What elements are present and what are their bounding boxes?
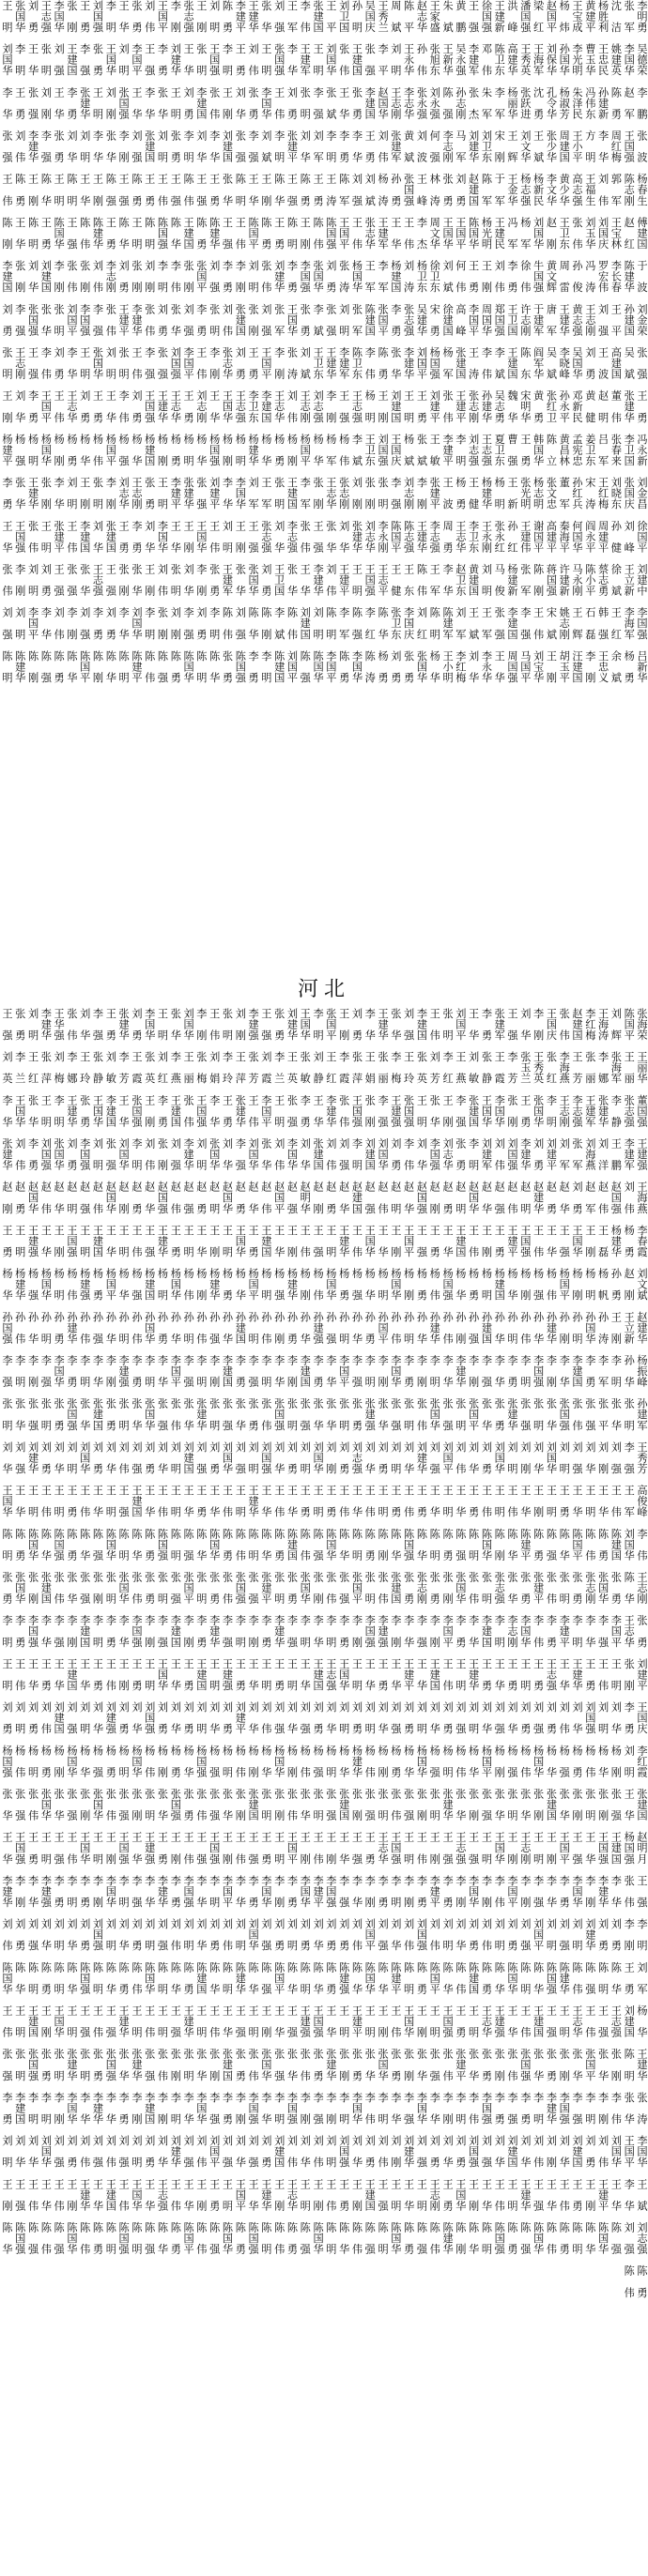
name-column: 张 刚 王建国 李 勇 刘 华 陈 明 王 强 张 伟 刘国平 李 华 王志华 杨 勇 刘 明 王 伟 张 强 李 刚 陈 华 [65, 0, 78, 683]
name-column: 王 勇 刘 敏 李建国 张 强 赵国华 王 华 杨国平 孙 华 李 刚 张 勇 刘 华 王 明 陈国华 张 明 李 勇 王 伟 刘建强 杨 勇 张 伟 王 刚 李国华 刘 明 陈 华 王 强 张国强 李 华 刘 伟 王建国 陈 明 [104, 1008, 117, 2255]
name-column: 杨胜利 王忠民 孙建新 李 华 刘 伟 刘国庆 罗宏伟 刘 强 王 波 赵 明 吕 军 王红梅 周建平 蔡志勇 韩 强 王忠义 [596, 0, 609, 683]
region-title-hebei: 河北 [297, 978, 350, 1001]
name-column: 王 强 刘 霞 李国平 张 华 赵 伟 王建国 杨 明 孙 伟 李 明 张 伟 刘国强 王 华 陈 华 张建平 李 勇 王 明 刘 伟 杨 华 张 明 王 勇 李国华 刘 强 陈 强 王 刚 张国华 李 华 刘 勇 王建华 陈 明 [259, 1008, 272, 2255]
name-column: 黄建平 曹玉华 冯伟东 方 明 王福生 刘玉华 冯 涛 王志刚 刘 勇 黄 健 姜卫东 宋 涛 阎永平 陈小平 石 磊 李 刚 [583, 0, 596, 683]
name-column: 李 刚 王秀英 张国华 刘 勇 赵建华 王 伟 杨 强 孙 华 李国强 张 明 刘 华 王 刚 陈 勇 张建平 李 伟 王 勇 刘 强 杨国华 张 刚 王 明 李 强 刘国平 陈 华 王建国 张 华 李 明 刘 伟 王 强 陈国华 [532, 1008, 545, 2255]
name-column: 潘国强 王秀英 张跃进 刘文华 杨志强 杨 军 徐 伟 许志刚 陈 东 宋明华 王 勇 张光明 王建伟 张 军 李 强 马国平 [518, 0, 532, 683]
name-column: 刘 勇 王 华 张 强 李建华 王 刚 陈 明 刘 华 张国强 王 强 李 勇 杨 明 王建华 张 伟 刘 明 李国平 陈 刚 [26, 0, 39, 683]
name-column: 王 平 刘国华 张 斌 李 明 王 涛 陈国强 刘 勇 张 强 王建华 李 刚 杨 军 王志华 张 华 刘 伟 陈 明 李国平 [324, 0, 337, 683]
name-column: 王 华 刘 敏 张建国 李 明 赵国华 王 伟 杨 勇 孙 强 李 刚 张国平 刘 华 王 勇 陈 明 张 伟 李 华 王建华 刘 明 杨 华 张 刚 王 强 李国华 刘 勇 陈建国 王 明 张 华 李 伟 刘国强 王 刚 陈 华 [467, 1008, 480, 2255]
name-column: 张 伟 李海燕 王志刚 刘 军 赵 华 王 强 杨国平 孙 刚 李 华 张国强 刘 明 王 勇 陈 华 张 明 李建平 王 华 刘 伟 杨 强 张 华 王国平 李 勇 刘 强 陈建华 王 明 张 刚 李国强 刘 华 王 伟 陈 勇 [558, 1008, 571, 2255]
name-column: 张 勇 李国平 王 华 刘 强 陈 勇 王 明 张 刚 李建华 王 伟 刘 勇 杨 华 王志刚 李 勇 张 华 刘国华 陈建平 [130, 0, 143, 683]
name-column: 刘 华 王 玲 张 勇 李国强 赵 强 王 明 杨建强 孙 伟 李 明 张 华 刘国华 王 伟 陈 华 张 强 李建国 王 华 刘 明 杨 华 张 刚 王国华 李 勇 刘 勇 陈国强 王 强 张 明 李 华 刘 伟 王建华 陈 伟 [78, 1008, 91, 2255]
name-column: 陈 勇 李 明 王 刚 刘建国 张 华 王 强 李 勇 刘 伟 张志华 王国华 杨 刚 李 华 刘 明 王建军 陈 伟 张 勇 [221, 0, 234, 683]
name-column: 李国华 刘 强 王 华 张 勇 王 明 陈国华 李 刚 张 明 刘 勇 王 伟 杨 刚 李 华 张建平 王 强 刘 伟 陈 勇 [53, 0, 66, 683]
name-column: 张 伟 李 娜 王建华 刘 勇 赵 明 王国强 杨 伟 孙建华 李 勇 张国强 刘 明 王 勇 陈 勇 张 华 李 刚 王建国 刘 强 杨国华 张 强 王 伟 李 明 刘 华 陈 华 王 明 张建华 李国华 刘 勇 王 刚 陈国华 [65, 1008, 78, 2255]
name-column: 张建华 李 芳 王 华 刘国华 赵 刚 王 明 杨 华 孙 明 李建强 张 明 刘 伟 王 强 陈 明 张国华 李 华 王 刚 刘 勇 杨 明 张 强 王国强 李 明 刘 华 陈 勇 王建华 张 华 李 勇 刘 强 王 伟 陈国强 [117, 1008, 131, 2255]
name-columns-top [0, 0, 648, 971]
name-column: 赵建国 王 芳 李志强 张 军 刘 勇 王国华 杨 刚 孙 明 李建国 张 伟 刘 强 王 华 陈国平 张 勇 李 明 王建华 刘 华 杨 勇 张 刚 王 强 李国华 刘 明 陈 伟 王志华 张 华 李 强 刘建国 王 勇 陈 明 [571, 1008, 584, 2255]
name-column: 李 刚 刘建华 王 明 张 勇 王 强 陈 华 李 伟 张 华 刘国强 王志华 杨 勇 李建平 王 华 张 明 刘 刚 陈 勇 [169, 0, 182, 683]
name-column: 张海荣 王丽华 董国强 王建强 王海燕 李春霞 刘文斌 赵建华 杨振峰 孙建军 王秀芳 高俊峰 李 伟 王志刚 张 勇 刘建平 王国庆 李红霞 张建国 赵明月 王 强 李 明 刘 军 杨 华 王建华 张 涛 李国华 王 斌 刘志强 陈 勇 [636, 1008, 648, 2298]
name-column: 王秀兰 李 平 赵国华 刘 伟 杨 涛 王建军 李 军 张国平 陈 勇 王 刚 刘国强 张 明 李永刚 王志平 陈 华 杨 勇 [377, 0, 390, 683]
name-column: 刘国强 张 勇 王 明 李 华 王 刚 陈建华 刘 伟 李 强 张国华 王 勇 杨 伟 张 明 刘 华 王志强 李 勇 陈 刚 [91, 0, 104, 683]
name-column: 王国平 李 勇 张 华 刘 明 王 伟 陈国强 李 明 刘 勇 张 强 王建华 杨 刚 王 明 李国华 刘 伟 张 刚 陈 强 [156, 0, 169, 683]
name-column: 李 华 王 娟 张 刚 刘建国 赵 强 王国华 杨 华 孙 勇 李 明 张建强 刘 华 王 伟 陈 勇 张 明 李国强 王 华 刘 明 杨 伟 张 强 王 勇 李 刚 刘国平 陈国华 王 明 张 华 李 伟 刘 勇 王建国 陈 强 [363, 1008, 377, 2255]
name-column: 朱 斌 王新华 陈 强 李志刚 张 勇 王国华 刘 斌 徐建国 杨 军 张 伟 李建平 王 波 周 勇 李 华 陈建军 王小明 [441, 0, 455, 683]
name-list-hebei-section [0, 1008, 648, 2576]
name-list-top-section [0, 0, 648, 971]
name-column: 王 华 刘 明 张国强 李 刚 王 强 陈 华 刘 勇 王建平 张 明 李 伟 杨 强 刘志华 王 勇 张 刚 李 华 陈 明 [117, 0, 131, 683]
name-column: 徐国强 邓 伟 朱 军 刘卫东 陈 军 杨光明 王 刚 周国华 李 伟 孙建华 王志强 杨建华 王永刚 刘 明 王 军 李永华 [480, 0, 493, 683]
name-column: 刘 刚 王 萍 张建华 李 强 赵 勇 王国华 杨 华 孙建国 李 勇 张 华 刘 强 王 明 陈 伟 张国强 李 明 王 勇 刘建平 杨 伟 张 刚 王 伟 李 华 刘 明 陈建华 王 强 张 勇 李 刚 刘 华 王国平 陈 勇 [234, 1008, 247, 2255]
name-column: 张建国 王 明 李 强 刘 军 王 勇 陈 伟 张国华 李 斌 王卫东 刘志强 杨 华 张 刚 王 强 李建华 刘 明 陈国华 [312, 0, 325, 683]
name-column: 王宝成 李光明 朱泽民 王小平 高志强 张 伟 孙 俊 黄志强 吴国华 邓新民 孟宪忠 孙红兵 何国华 马永刚 王 辉 汪建国 [571, 0, 584, 683]
name-column: 张 军 李国华 赵 军 王国强 陈志刚 赵 红 陈建华 孙建国 吴 斌 张建华 李卫国 张国庆 刘 峰 王立新 李海军 杨 勇 [623, 0, 636, 683]
name-column: 张 明 李 红 王 刚 刘志华 赵 勇 王 华 杨国强 孙 伟 李 华 张 强 刘国平 王 明 陈 勇 张 刚 李国平 王 伟 刘 勇 杨 明 张建华 王 强 李 勇 刘 明 陈 华 王国强 张 伟 李 刚 刘 华 王 勇 陈建华 [441, 1008, 455, 2255]
name-column: 李 刚 张 梅 王国强 刘 明 赵 勇 王 华 杨 刚 孙 伟 李 明 张建华 刘 强 王 勇 陈 华 张 明 李 勇 王建国 刘 明 杨国强 张 伟 王 强 李 华 刘 华 陈建国 王 明 张 华 李国华 刘 伟 王 刚 陈 伟 [194, 1008, 208, 2255]
name-column: 刘 辉 张海军 李 静 王 鹏 赵国强 杨建华 孙 勇 王 刚 李 明 张 华 刘 强 王 伟 陈建国 张 勇 李国平 王 明 刘 华 杨 刚 张 强 王建国 李 华 刘 勇 陈 华 王志强 张 刚 李 伟 刘国华 王 华 陈 强 [609, 1008, 623, 2255]
name-column: 王 明 刘国华 李 华 张 强 王 伟 陈 刚 李建国 刘 勇 张 明 王 刚 杨建平 李 勇 王 华 张 伟 刘 强 陈 明 [0, 0, 13, 683]
name-column: 王 伟 刘 芳 张 华 李国强 赵 刚 王 勇 杨 伟 孙建华 李 明 张国华 刘 强 王 华 陈 明 张 勇 李 刚 王建国 刘 华 杨 强 张 明 王 刚 李建平 刘 伟 陈国平 王 明 张 强 李 华 刘 勇 王志刚 陈 伟 [428, 1008, 441, 2255]
name-column: 刘卫国 张 伟 王 华 李 勇 陈 军 王国平 张 涛 刘 明 李建军 王 强 杨 伟 张志刚 刘 华 王建平 李 军 陈 勇 [337, 0, 350, 683]
name-column: 王志强 张 明 刘 刚 李 强 陈 华 王 勇 刘建国 张 华 李 伟 王国平 杨国华 张 刚 王 明 刘 勇 李 华 陈 强 [39, 0, 53, 683]
name-column: 沈 洁 姚建英 陈 勇 周红梅 郭 军 王宝林 李长春 王 平 高建国 董 伟 张春来 刘晓东 孙 健 徐 斌 王 红 余 斌 [609, 0, 623, 683]
name-column: 刘 明 王国强 张 伟 李 华 王 勇 陈建华 刘 强 张 明 李 刚 王 华 杨国强 刘建平 王 伟 张 勇 李 明 陈 华 [208, 0, 221, 683]
name-column: 刘 伟 王 强 李 华 张建国 王 勇 陈 明 刘 刚 张 伟 李 强 王国强 杨建国 张 勇 刘 华 王 刚 李 明 陈 伟 [143, 0, 156, 683]
name-column: 张 华 李 梅 王建强 刘 勇 赵 明 王 刚 杨国华 孙 伟 李国华 张 强 刘 明 王 勇 陈 华 张建国 李 刚 王 华 刘 强 杨 勇 张 伟 王国强 李 明 刘 华 陈建平 王 伟 张 勇 李 华 刘 刚 王 明 陈国华 [389, 1008, 402, 2255]
name-column: 王 强 李 芳 张 刚 刘国强 赵 伟 王建平 杨 华 孙 明 李 勇 张建华 刘 明 王 伟 陈 华 张 华 李志刚 王 勇 刘 华 杨 强 张 明 王 刚 李国平 刘 勇 陈国华 王 华 张 伟 李 强 刘建国 王 明 陈 勇 [506, 1008, 519, 2255]
name-column: 张 勇 李 兰 王国华 刘 伟 赵 勇 王 明 杨建华 孙 伟 李 明 张 华 刘 强 王 华 陈 勇 张国华 李 勇 王 伟 刘 明 杨 伟 张 强 王国强 李 刚 刘 勇 陈 华 王 明 张 明 李建国 刘 华 王 强 陈国强 [13, 1008, 26, 2255]
name-column: 张 明 李 玲 王 勇 刘 华 赵国华 王 明 杨 勇 孙 华 李建国 张 强 刘国华 王 伟 陈 勇 张 伟 李 强 王建强 刘 勇 杨 明 张 华 王 刚 李国平 刘 伟 陈 明 王 华 张建国 李 勇 刘 强 王 明 陈国华 [221, 1008, 234, 2255]
name-column: 王建华 刘 伟 张 勇 李 强 王 华 陈国平 刘 明 张 刚 王 勇 李卫东 杨建华 刘 军 王 强 张国华 陈 华 李 勇 [247, 0, 260, 683]
name-column: 王家盛 张旭东 刘永强 何 强 林 涛 周文华 徐卫东 宋 勇 杨国强 刘建平 王 敏 张建平 李志强 王 军 陈 明 杨 华 [428, 0, 441, 683]
name-column: 张建军 王 霞 李国华 刘 伟 赵 强 王 勇 杨建国 孙 华 李 华 张 勇 刘国华 王 明 陈 刚 张志强 李 明 王 华 刘 强 杨 刚 张 华 王国华 李 伟 刘 明 陈 华 王建强 张 刚 李 勇 刘 华 王 伟 陈国强 [493, 1008, 506, 2255]
name-column: 王 刚 张 明 李建国 刘 华 王 强 陈 勇 张国平 李 勇 王 伟 刘志刚 杨 华 张 强 王国华 李 刚 刘 勇 陈 明 [194, 0, 208, 683]
name-column: 黄 鹏 吴永强 孙志刚 马 军 刘 勇 王国平 何 伟 高 峰 张建国 王建平 李 明 杨 勇 王志华 赵卫东 刘 军 李红梅 [454, 0, 467, 683]
name-column: 刘国华 王 丽 张 伟 李建华 赵 强 王 明 杨 伟 孙 明 李 强 张 华 刘建国 王 华 陈 强 张国平 李 刚 王 勇 刘 勇 杨 华 张 勇 王 伟 李国强 刘 明 陈 勇 王建华 张 明 李 华 刘 强 王 华 陈国平 [182, 1008, 195, 2255]
name-column: 王 伟 刘 娟 李 华 张国华 赵 明 王 刚 杨建华 孙 强 李 刚 张 明 刘 勇 王 华 陈国华 张 勇 李建华 王 明 刘 华 杨 强 张 强 王国强 李 明 刘 勇 陈 华 王 伟 张 刚 李 强 刘国平 王 勇 陈 强 [208, 1008, 221, 2255]
name-column: 吴国庆 张 强 李建国 王 勇 刘 斌 张志华 王 军 陈建国 李 伟 杨 明 王卫东 张 刚 刘志华 王国强 李 红 陈 涛 [363, 0, 377, 683]
name-column: 张国华 李 明 王 勇 刘 伟 陈 勇 王 华 张 刚 李 强 王志刚 刘 华 杨 强 张 华 王国强 李 刚 刘 明 陈建华 [13, 0, 26, 683]
name-column: 陈 平 王永华 李志华 黄 斌 张国强 王 伟 刘 涛 张志强 李建华 王 明 杨 斌 刘志刚 陈志强 王 东 李国庆 张 勇 [402, 0, 415, 683]
name-column: 李建国 张 英 王 明 刘 华 赵国强 王 强 杨 勇 孙 华 李 刚 张 伟 刘建华 王 勇 陈 华 张志刚 李 强 王 华 刘 明 杨国华 张 刚 王 伟 李 勇 刘国强 陈 勇 王 刚 张 华 李国华 刘 强 王 明 陈 强 [415, 1008, 428, 2255]
name-column: 刘 强 王 玲 张国强 李 伟 赵 华 王国平 杨 刚 孙 明 李 勇 张 明 刘 华 王 伟 陈国强 张 勇 李 华 王建平 刘 勇 杨 华 张 强 王 明 李 刚 刘 伟 陈 明 王国华 张 刚 李 强 刘建华 王 华 陈 勇 [402, 1008, 415, 2255]
name-column: 李 明 刘 静 王 华 张建国 赵 刚 王 强 杨 伟 孙建强 李 勇 张 华 刘国华 王 明 陈 强 张 刚 李 华 王建国 刘 勇 杨 强 张 明 王 伟 李建平 刘 华 陈 华 王国强 张 勇 李 强 刘 伟 王 刚 陈国华 [312, 1008, 325, 2255]
name-column: 梁 红 王海军 沈 勇 王 斌 杨新民 刘国华 牛国强 于建军 阎军华 黄 勇 韩国华 杨志明 谢国平 陈 刚 王 伟 刘宝华 [532, 0, 545, 683]
name-column: 张志强 王 华 刘 勇 李 明 陈 伟 王建国 张 刚 刘 强 李国平 王 勇 杨 明 张建华 王 刚 刘 华 李 强 陈国华 [182, 0, 195, 683]
name-column: 刘建华 王 英 张 强 李国华 赵 强 王 刚 杨建华 孙 勇 李 刚 张 明 刘 勇 王 华 陈建国 张 勇 李 强 王 明 刘 华 杨 刚 张 伟 王国平 李 勇 刘 明 陈 华 王 强 张 华 李国强 刘 伟 王志华 陈 勇 [285, 1008, 299, 2255]
name-column: 王建新 陈卫东 李 军 宋 刚 于 军 王建民 刘 伟 郑国强 李 斌 吴志勇 夏卫东 杨 明 张永红 马 俊 张 强 王 华 [493, 0, 506, 683]
name-column: 张 华 王 明 李国华 刘 斌 王 刚 陈 勇 张 伟 刘 强 王国平 李建国 杨 华 王 军 张志强 刘 勇 陈 刚 李 明 [259, 0, 272, 683]
name-column: 王 刚 李 霞 张 伟 刘 强 赵 华 王建华 杨 勇 孙 明 李国平 张 明 刘 勇 王 伟 陈 华 张 强 李 勇 王国华 刘 明 杨 华 张建国 王 华 李 强 刘 勇 陈建强 王 明 张 刚 李 明 刘国强 王 勇 陈 华 [337, 1008, 350, 2255]
name-column: 刘 勇 王 霞 张国强 李 明 赵 勇 王 伟 杨 强 孙 伟 李 勇 张 华 刘 强 王建国 陈 华 张 伟 李国强 王 勇 刘 华 杨国华 张 刚 王 华 李 强 刘 勇 陈 伟 王 明 张建华 李 刚 刘 明 王国华 陈 明 [130, 1008, 143, 2255]
name-column: 孙 明 王建国 张 勇 李 华 刘 强 王 伟 杨国华 张 军 陈卫东 王志强 李 斌 刘 刚 张建华 王 明 陈 强 李国华 [350, 0, 363, 683]
name-column: 王建华 张 丽 李 强 刘国华 赵 伟 王 华 杨 明 孙国平 李 刚 张 华 刘 勇 王 明 陈 刚 张 伟 李建强 王 勇 刘 华 杨 刚 张 明 王志华 李 勇 刘 强 陈 华 王 刚 张国华 李 明 刘 伟 王 强 陈 明 [377, 1008, 390, 2255]
name-column: 王国庆 张 红 李 明 刘建平 赵 勇 王 华 杨 伟 孙建华 李 刚 张 华 刘国华 王 明 陈 强 张 伟 李 勇 王志强 刘 勇 杨 华 张建国 王 刚 李 华 刘 明 陈国强 王 强 张 勇 李建华 刘 刚 王 华 陈 伟 [545, 1008, 558, 2255]
name-column: 洪 峰 高建华 杨丽华 王 辉 王金华 冯 军 李 勇 王卫国 王建国 魏 华 曹 强 王 新 孙 红 杨建新 李建国 周国强 [506, 0, 519, 683]
name-column: 刘 强 张国强 王 伟 李 明 陈 华 王 勇 刘建华 张 军 李 刚 王志华 杨 勇 张 明 刘 华 王卫国 李 斌 陈建国 [272, 0, 285, 683]
name-column: 刘 勇 张 萍 王国强 李 明 赵建国 王 伟 杨 强 孙 华 李 强 张 勇 刘志强 王 华 陈 明 张国平 李 刚 王 明 刘 勇 杨建华 张 刚 王 强 李 华 刘 伟 陈 华 王建平 张 勇 李国华 刘 华 王 刚 陈 伟 [350, 1008, 363, 2255]
name-column: 李建平 王 勇 刘 华 张 强 陈 明 王 伟 李 刚 张建国 刘 勇 王志强 杨 明 李国华 王 刚 张 华 刘 强 陈国强 [234, 0, 247, 683]
name-column: 赵志华 孙 伟 张永强 刘 波 王 峰 李 杰 杨卫东 吴建华 刘国平 王 勇 张 斌 李 刚 王建华 陈 伟 刘 红 张国华 [415, 0, 428, 683]
name-column: 张国平 王 红 李建华 刘 伟 赵 勇 王 明 杨国华 孙 强 李 华 张 华 刘 刚 王 勇 陈国华 张 伟 李 明 王志强 刘 华 杨 明 张 强 王 刚 李国强 刘 勇 陈 勇 王 华 张建华 李 刚 刘 明 王 伟 陈 明 [324, 1008, 337, 2255]
name-column: 王 强 刘 英 李 华 张建华 赵 刚 王 勇 杨 华 孙国强 李 强 张 明 刘 华 王国华 陈 明 张 勇 李 明 王 明 刘 勇 杨国强 张 华 王 华 李建华 刘 伟 陈国华 王 伟 张 强 李 勇 刘 明 王 刚 陈 华 [0, 1008, 13, 2255]
name-column: 王 军 李 华 刘 勇 张建平 王 强 陈 明 李 勇 王国华 张 涛 刘 伟 杨 刚 王建国 李志强 张 华 陈 伟 刘国平 [285, 0, 299, 683]
name-column: 周 斌 刘 明 王志刚 张建军 孙 勇 王 华 杨建国 李 勇 张 华 刘建国 王国庆 李 强 陈国平 王 健 张卫东 刘 勇 [389, 0, 402, 683]
name-column: 赵国平 刘保华 孔令华 张少华 李文华 赵 刚 黄文辉 唐 军 吴 斌 张红卫 陈 立 张文忠 高建平 蒋国强 宋 斌 王 刚 [545, 0, 558, 683]
name-column: 王华强 刘 梅 李 明 张国华 赵 华 王 刚 杨 明 孙 勇 李国华 张 勇 刘 华 王 明 陈国强 张 伟 李 强 王 华 刘建国 杨 刚 张 华 王 强 李 勇 刘 明 陈 明 王国华 张 明 李 刚 刘 强 王 伟 陈 强 [53, 1008, 66, 2255]
name-column: 王 强 李建军 张 杰 刘建华 赵建国 陈国华 王 勇 李国平 王 涛 张志刚 刘志强 王 健 李卫东 黄建国 王 斌 刘 华 [467, 0, 480, 683]
name-column: 李 伟 王建军 张 明 刘 华 陈 勇 王 刚 李国强 张 勇 刘 斌 王志刚 杨国平 李 军 张 伟 王 华 刘建国 陈 强 [299, 0, 312, 683]
name-column: 李建华 张 萍 王 明 刘国强 赵 伟 王 华 杨国华 孙 明 李 强 张 明 刘 勇 王 伟 陈 华 张建国 李 华 王 勇 刘 伟 杨 勇 张国华 王 明 李建强 刘 华 陈 勇 王 刚 张 勇 李 明 刘国华 王 华 陈 伟 [39, 1008, 53, 2255]
name-column: 陈国平 王 丽 张志强 李建军 刘 伟 杨 勇 赵 刚 王立新 孙 华 张 明 李 强 王 军 刘国华 陈 华 王志华 张 刚 李 勇 刘 明 王 华 杨国强 张 伟 李 刚 王 勇 刘建国 陈 明 张 华 王国平 李 华 刘 强 陈 伟 [623, 1008, 636, 2298]
name-columns-hebei [0, 1008, 648, 2576]
name-column: 刘国平 王 燕 李 强 张 勇 赵 明 王建国 杨 华 孙 刚 李建华 张 明 刘 伟 王 华 陈 强 张国华 李 勇 王 明 刘 强 杨 伟 张 华 王志强 李 刚 刘 华 陈 伟 王 勇 张建平 李 明 刘 勇 王国华 陈 刚 [454, 1008, 467, 2255]
name-column: 李建强 张 芳 王 伟 刘国华 赵 华 王 勇 杨国平 孙 明 李 强 张 勇 刘 明 王建华 陈 明 张 强 李 刚 王 华 刘 华 杨 刚 张建国 王 强 李 勇 刘国华 陈 华 王 明 张 伟 李国强 刘 强 王 华 陈国强 [247, 1008, 260, 2255]
name-column: 刘 明 王 红 张 华 李 勇 赵国华 王建强 杨 强 孙 华 李 刚 张 强 刘建华 王 明 陈国华 张 刚 李国强 王 华 刘 勇 杨 明 张 伟 王 勇 李 华 刘 强 陈 明 王建国 张国强 李 明 刘 华 王 伟 陈 强 [26, 1008, 39, 2255]
name-column: 刘 华 张玉兰 王 勇 李建华 赵 明 王国强 杨 刚 孙 伟 李 明 张 强 刘 刚 王 华 陈建平 张 勇 李国华 王 明 刘 勇 杨 伟 张 华 王志刚 李 刚 刘 强 陈 明 王 伟 张国强 李 勇 刘 华 王建华 陈 强 [518, 1008, 532, 2255]
name-column: 李明勇 吴德荣 李 鹏 张 波 杨春生 傅建国 于 波 刘金荣 张 强 王 勇 冯永新 刘金昌 徐国平 刘建中 李国强 吕新华 [636, 0, 648, 683]
name-column: 张 勇 李 兰 王 明 刘 伟 赵国平 王 华 杨 强 孙 刚 李 华 张国强 刘 华 王 伟 陈 勇 张 明 李建华 王 勇 刘 强 杨国华 张 刚 王 明 李 刚 刘 勇 陈国平 王 华 张 强 李 明 刘建国 王 刚 陈 伟 [272, 1008, 285, 2255]
name-column: 张 华 李 燕 王建国 刘 强 赵 伟 王 勇 杨国华 孙 华 李国平 张 伟 刘 明 王 明 陈 明 张 强 李建国 王 华 刘 华 杨 勇 张国强 王 刚 李 勇 刘 伟 陈 华 王 强 张 刚 李 明 刘建华 王 伟 陈 勇 [169, 1008, 182, 2255]
name-column: 王海涛 李 娜 张建华 刘 洋 赵 伟 王 磊 杨 帆 孙 涛 李 军 张 平 刘 刚 王 华 陈 勇 张国华 李 强 王 伟 刘 明 杨 华 张 刚 王国强 李建华 刘 勇 陈 明 王 强 张 华 李 刚 刘 伟 王建平 陈国华 [596, 1008, 609, 2255]
name-column: 李红梅 张 丽 王建军 刘海燕 赵 军 王 刚 杨 明 孙国华 李 勇 张 强 刘 华 王 明 陈 伟 张志刚 李 华 王 勇 刘国强 杨 伟 张 明 王 华 李 刚 刘建华 陈 强 王 伟 张国平 李 明 刘 勇 王 刚 陈 华 [583, 1008, 596, 2255]
name-column: 王国华 张 敏 李 勇 刘 华 赵明华 王 伟 杨 刚 孙 华 李建国 张 强 刘 明 王 勇 陈 伟 张国华 李 明 王 华 刘 强 杨 伟 张 华 王 刚 李国华 刘 勇 陈 明 王建强 张 伟 李 刚 刘 华 王 明 陈 强 [299, 1008, 312, 2255]
name-column: 李 勇 张 静 王国华 刘建军 赵 华 王 刚 杨 明 孙建国 李 强 张 华 刘 勇 王 伟 陈国华 张 明 李建国 王 勇 刘 华 杨国平 张 强 王 明 李 刚 刘 伟 陈 勇 王志华 张 勇 李国强 刘 强 王 华 陈 明 [480, 1008, 493, 2255]
name-column: 李 明 王国华 刘 刚 张 华 陈 强 王 勇 李志刚 张 伟 刘 明 王 华 杨国平 李 刚 张建国 王 强 刘 勇 陈 华 [104, 0, 117, 683]
name-column: 王 勇 李 强 张建华 刘 明 王 华 陈 伟 张 刚 李国强 王 明 刘 勇 杨 华 王 刚 李建国 张 华 刘 强 陈国平 [78, 0, 91, 683]
name-column: 杨 炜 孙国华 杨淑芳 周建国 黄少华 王卫东 周 雷 王建华 李晓峰 孙永平 黄昌林 董 军 秦海平 许建新 姚志刚 胡玉平 [558, 0, 571, 683]
name-column: 李国华 张 英 王 刚 刘 伟 赵 华 王 强 杨建国 孙国华 李 明 张国华 刘 勇 王 华 陈 勇 张 勇 李 刚 王 明 刘国强 杨 伟 张 明 王建强 李 华 刘 明 陈国华 王 伟 张 强 李建国 刘 勇 王 华 陈 强 [143, 1008, 156, 2255]
name-column: 王 明 刘 红 李 勇 张 刚 赵国强 王建华 杨 明 孙 勇 李 华 张 强 刘 华 王 伟 陈国强 张 明 李 强 王国华 刘 勇 杨 刚 张 华 王 勇 李建华 刘 强 陈 明 王 明 张 伟 李 刚 刘 华 王志强 陈 华 [156, 1008, 169, 2255]
name-column: 李 强 张 静 王国华 刘 明 赵 伟 王建国 杨 勇 孙 强 李 华 张建国 刘 勇 王 华 陈 强 张 刚 李 明 王 勇 刘 华 杨 强 张国华 王 明 李 刚 刘国强 陈 明 王 伟 张 勇 李建华 刘 强 王 华 陈 勇 [91, 1008, 104, 2255]
